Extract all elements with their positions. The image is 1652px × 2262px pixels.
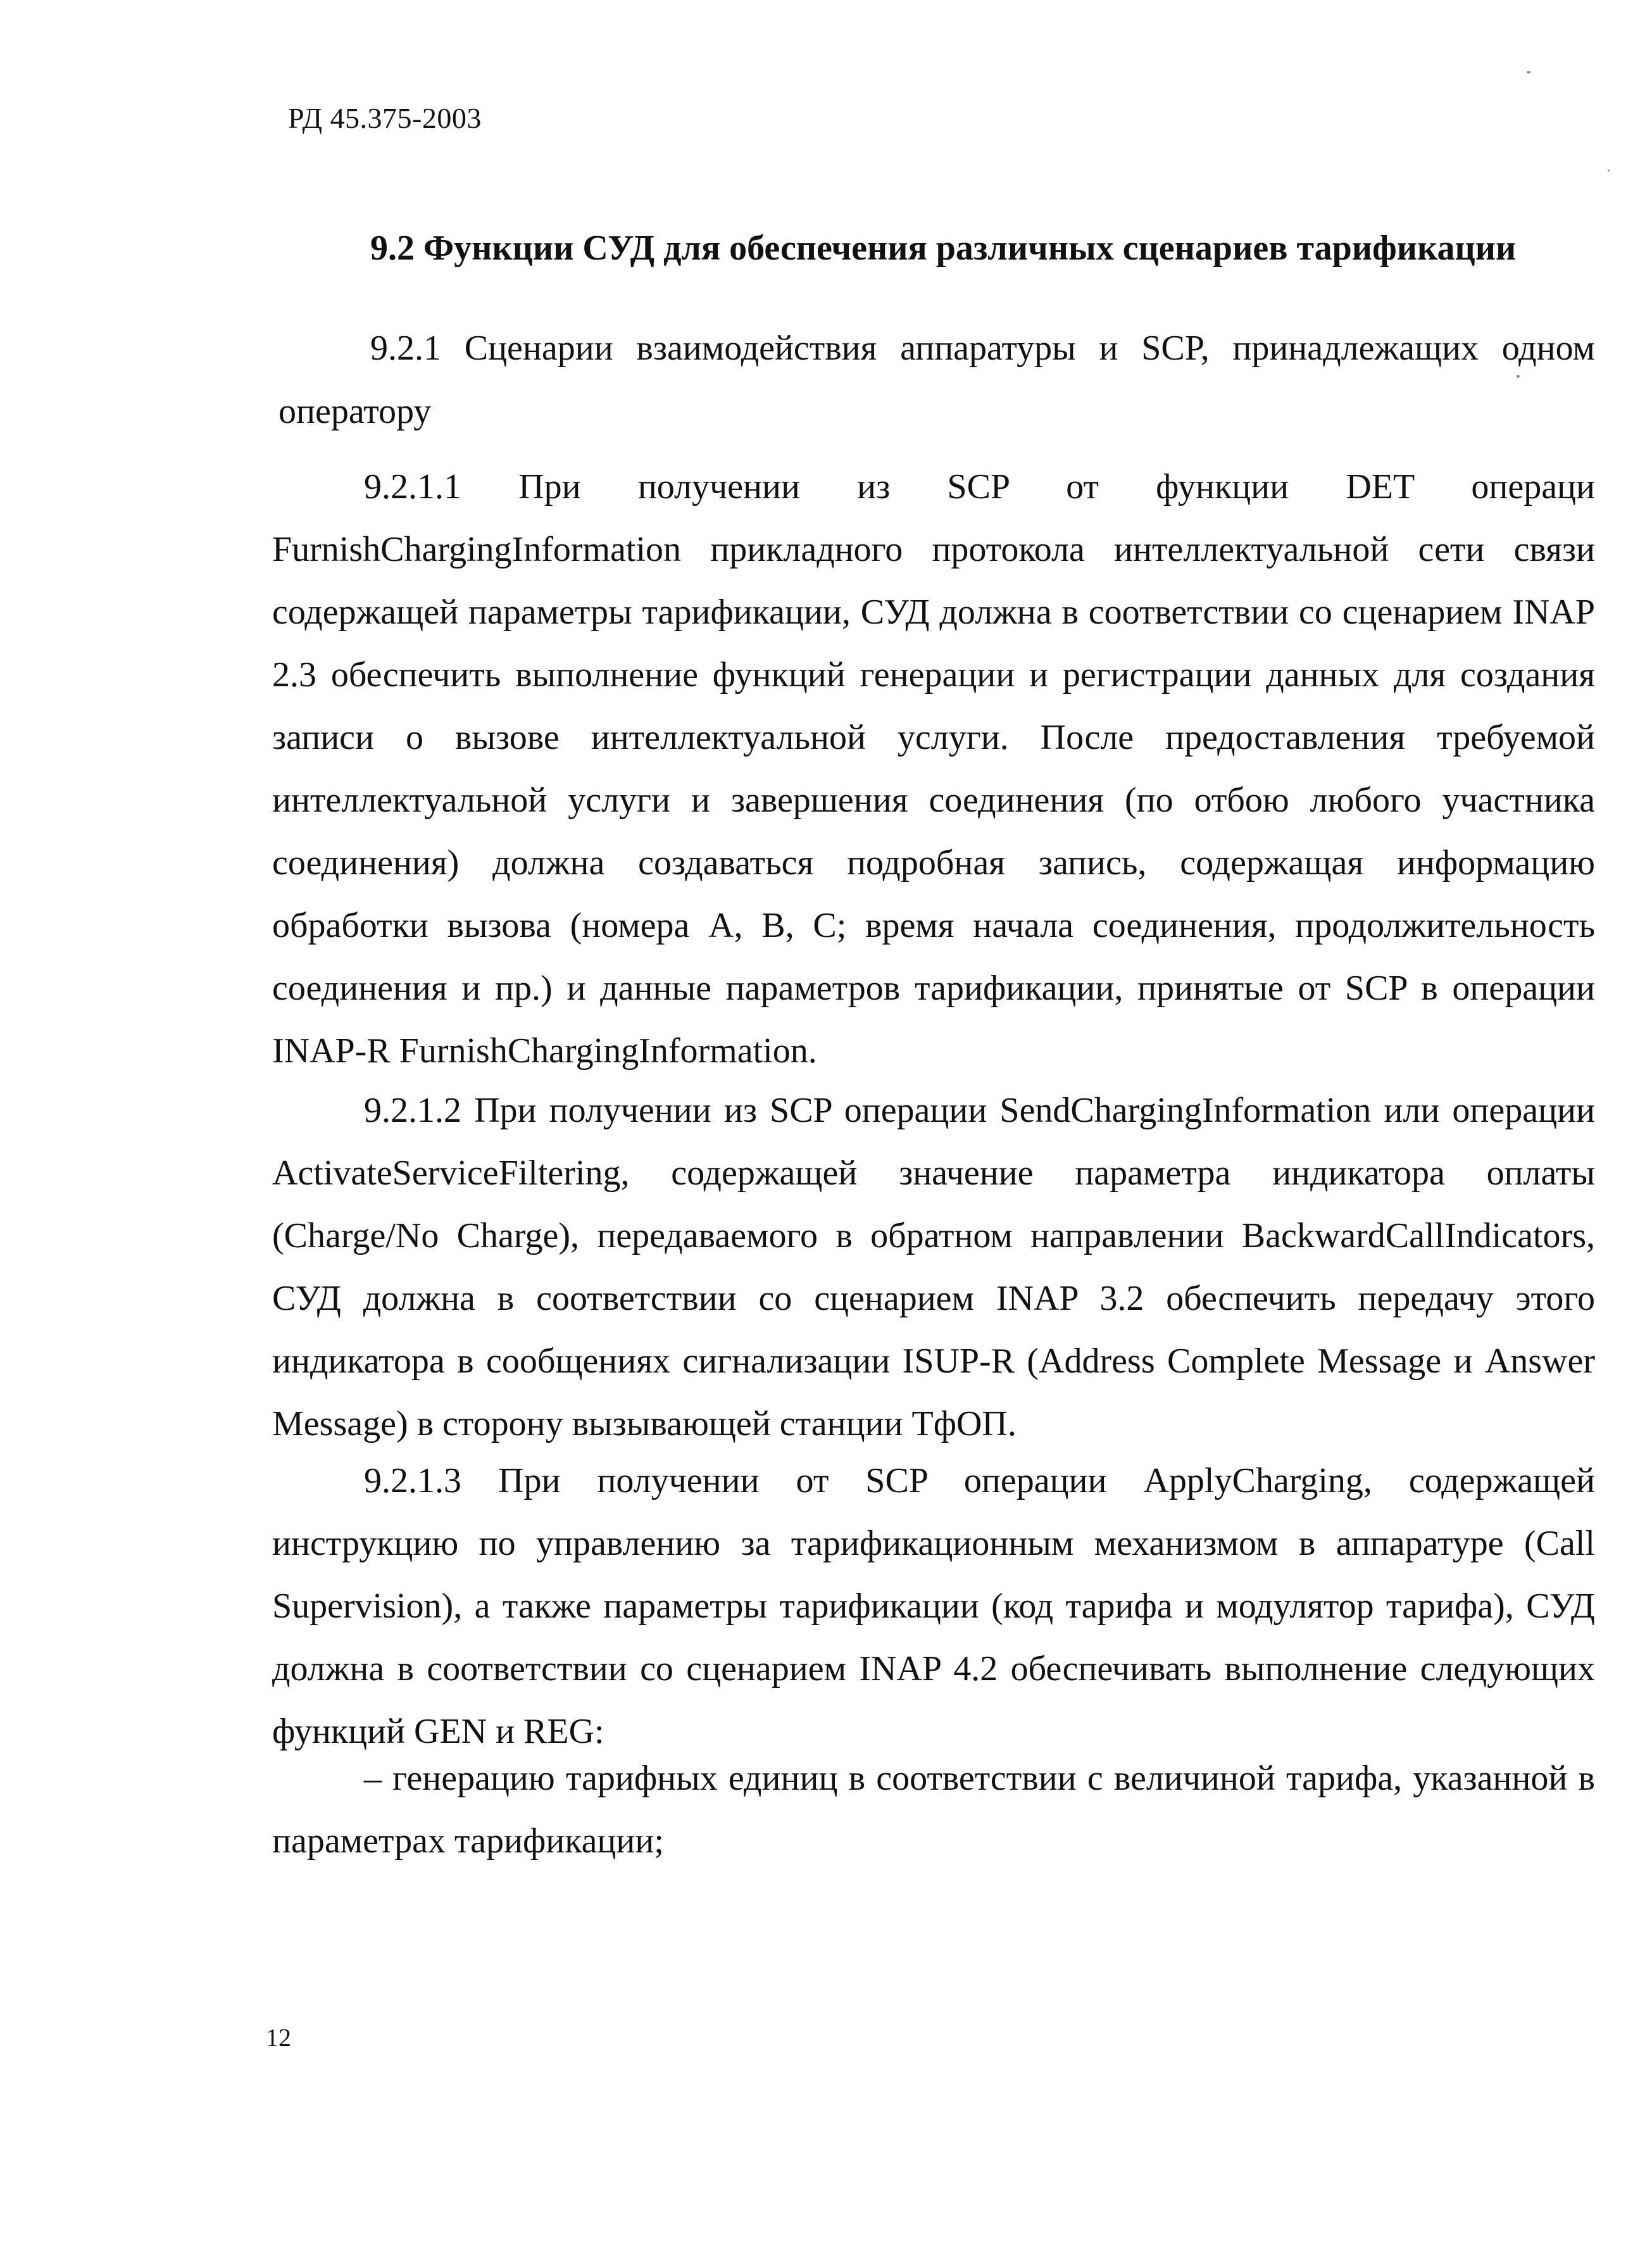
scan-dot <box>1608 170 1610 172</box>
paragraph-9-2-1-3: 9.2.1.3 При получении от SCP операции ApplyCharging, содержащей инструкцию по управлению за тарификационным механизмом в аппаратуре (Call Supervision), а также параметры тарификации (код тарифа и модулятор тарифа), СУД должна в соответствии со сценарием INAP 4.2 обеспечивать выполнение следующих функций GEN и REG: <box>272 1461 1595 1751</box>
paragraph-9-2-1-2: 9.2.1.2 При получении из SCP операции SendChargingInformation или операции ActivateServiceFiltering, содержащей значение параметра индикатора оплаты (Charge/No Charge), передаваемого в обратном направлении BackwardCallIndicators, СУД должна в соответствии со сценарием INAP 3.2 обеспечить передачу этого индикатора в сообщениях сигнализации ISUP-R (Address Complete Message и Answer Message) в сторону вызывающей станции ТфОП. <box>272 1091 1595 1443</box>
scan-dot <box>1527 71 1530 73</box>
page-number: 12 <box>266 2023 291 2052</box>
document-code: РД 45.375-2003 <box>288 102 482 134</box>
scan-dot <box>1517 375 1520 378</box>
section-title: 9.2 Функции СУД для обеспечения различных сценариев тарификации <box>370 229 1517 268</box>
subsection-heading: 9.2.1 Сценарии взаимодействия аппаратуры и SCP, принадлежащих одном оператору <box>278 329 1595 431</box>
list-item-tariff-generation: – генерацию тарифных единиц в соответствии с величиной тарифа, указанной в параметрах тарификации; <box>272 1759 1595 1861</box>
paragraph-9-2-1-1: 9.2.1.1 При получении из SCP от функции DET операци FurnishChargingInformation прикладного протокола интеллектуальной сети связи содержащей параметры тарификации, СУД должна в соответствии со сценарием INAP 2.3 обеспечить выполнение функций генерации и регистрации данных для создания записи о вызове интеллектуальной услуги. После предоставления требуемой интеллектуальной услуги и завершения соединения (по отбою любого участника соединения) должна создаваться подробная запись, содержащая информацию обработки вызова (номера А, В, С; время начала соединения, продолжительность соединения и пр.) и данные параметров тарификации, принятые от SCP в операции INAP-R FurnishChargingInformation. <box>272 467 1595 1071</box>
